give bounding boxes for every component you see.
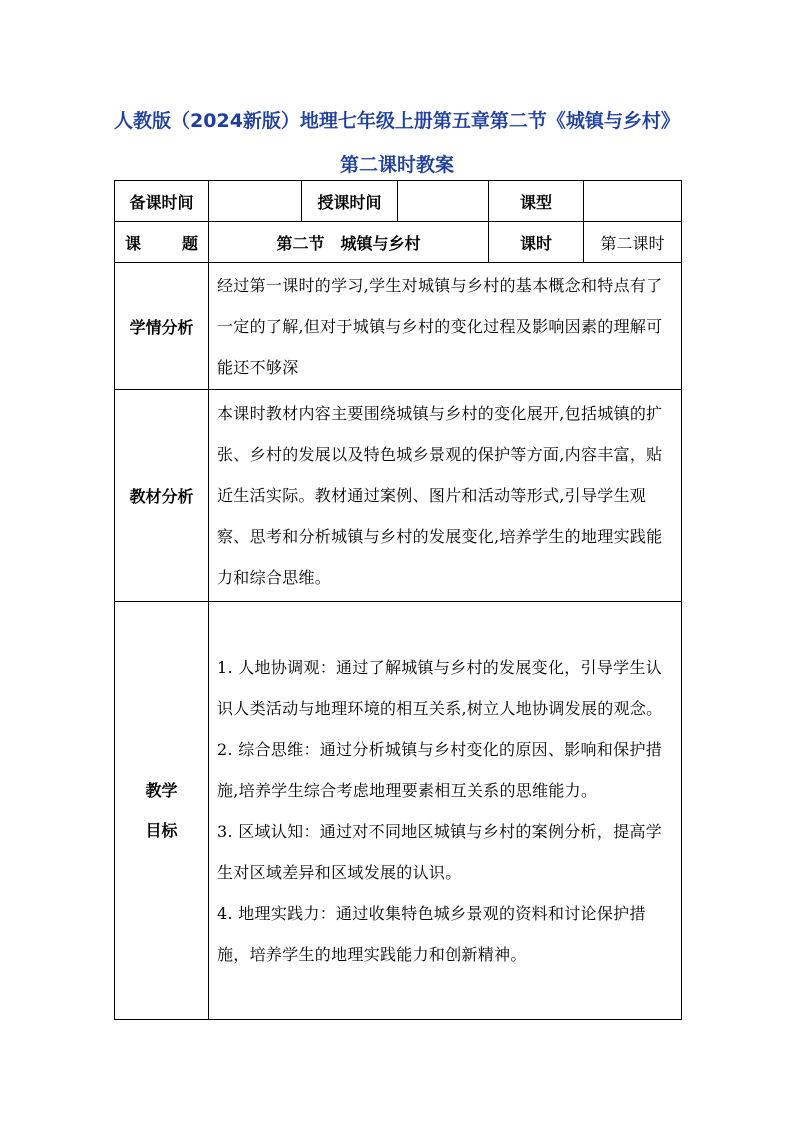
lesson-type-value	[584, 181, 682, 222]
period-value: 第二课时	[584, 222, 682, 263]
objective-item: 1. 人地协调观：通过了解城镇与乡村的发展变化，引导学生认识人类活动与地理环境的相互关系,树立人地协调发展的观念。	[217, 657, 663, 718]
lesson-type-label: 课型	[489, 181, 584, 222]
lesson-plan-table	[114, 180, 682, 1020]
student-analysis-text: 经过第一课时的学习,学生对城镇与乡村的基本概念和特点有了一定的了解,但对于城镇与乡村的变化过程及影响因素的理解可能还不够深	[209, 263, 682, 390]
teach-time-label: 授课时间	[302, 181, 398, 222]
objective-item: 2. 综合思维：通过分析城镇与乡村变化的原因、影响和保护措施,培养学生综合考虑地理要素相互关系的思维能力。	[217, 739, 663, 800]
topic-row	[115, 222, 682, 263]
objective-item: 4. 地理实践力：通过收集特色城乡景观的资料和讨论保护措施，培养学生的地理实践能力和创新精神。	[217, 903, 646, 964]
objectives-text	[209, 602, 682, 1020]
material-analysis-text: 本课时教材内容主要围绕城镇与乡村的变化展开,包括城镇的扩张、乡村的发展以及特色城乡景观的保护等方面,内容丰富，贴近生活实际。教材通过案例、图片和活动等形式,引导学生观察、思考和分析城镇与乡村的发展变化,培养学生的地理实践能力和综合思维。	[209, 390, 682, 602]
student-analysis-label: 学情分析	[115, 263, 209, 390]
objective-item: 3. 区域认知：通过对不同地区城镇与乡村的案例分析，提高学生对区域差异和区域发展的认识。	[217, 821, 663, 882]
document-title: 人教版（2024新版）地理七年级上册第五章第二节《城镇与乡村》	[114, 110, 680, 132]
prep-time-value	[209, 181, 302, 222]
document-subtitle: 第二课时教案	[339, 154, 454, 176]
topic-label: 课 题	[115, 222, 209, 263]
prep-time-label: 备课时间	[115, 181, 209, 222]
objectives-label-line-2: 目标	[145, 820, 178, 840]
header-row	[115, 181, 682, 222]
material-analysis-label: 教材分析	[115, 390, 209, 602]
topic-value: 第二节 城镇与乡村	[209, 222, 489, 263]
teach-time-value	[398, 181, 489, 222]
student-analysis-row	[115, 263, 682, 390]
material-analysis-row	[115, 390, 682, 602]
period-label: 课时	[489, 222, 584, 263]
objectives-row	[115, 602, 682, 1020]
objectives-label-line-1: 教学	[145, 780, 178, 800]
objectives-label	[115, 602, 209, 1020]
